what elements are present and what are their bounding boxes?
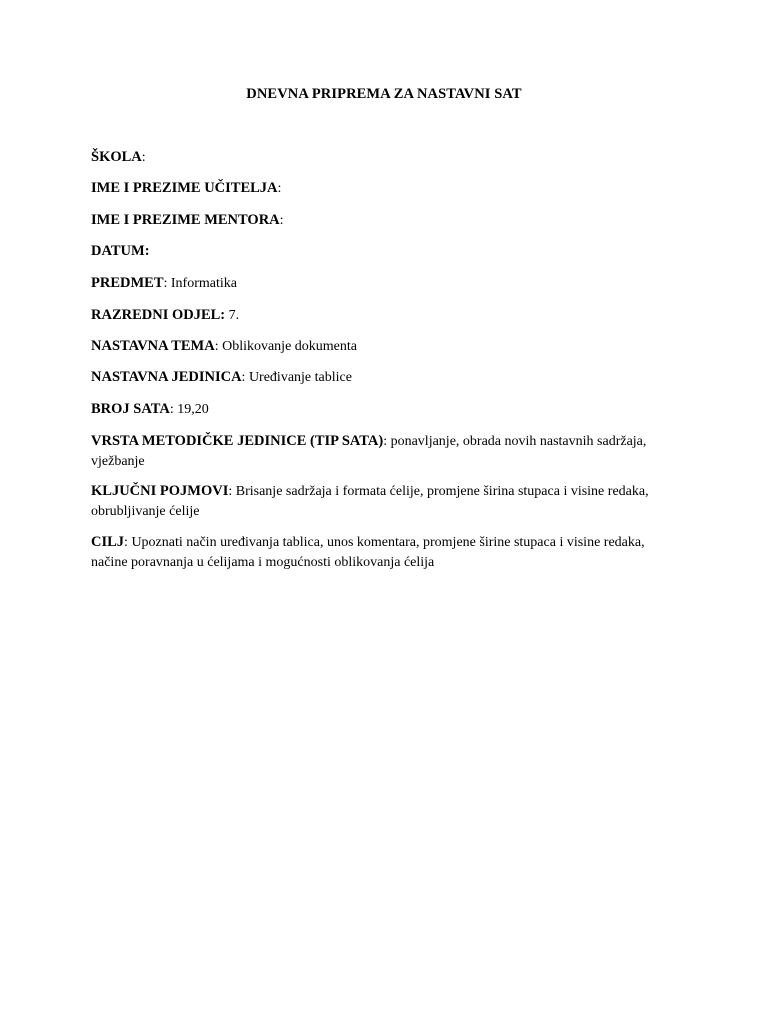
- field-label: IME I PREZIME UČITELJA: [91, 180, 278, 196]
- field-separator: :: [214, 339, 223, 354]
- field-nastavna-jedinica: [91, 367, 681, 388]
- field-label: CILJ: [91, 534, 125, 550]
- field-vrsta-metodicke-jedinice: [91, 431, 681, 472]
- field-cilj: [91, 532, 681, 573]
- field-label: NASTAVNA TEMA: [91, 338, 215, 354]
- field-label: BROJ SATA: [91, 401, 170, 417]
- field-separator: :: [277, 181, 282, 196]
- field-razredni-odjel: [91, 305, 681, 326]
- field-label: RAZREDNI ODJEL:: [91, 307, 226, 323]
- field-ime-mentora: [91, 210, 681, 231]
- field-label: ŠKOLA: [91, 149, 142, 165]
- field-value: Brisanje sadržaja i formata ćelije, promjene širina stupaca i visine redaka, obrubljivanje ćelije: [91, 484, 649, 519]
- field-value: Informatika: [170, 276, 237, 291]
- field-datum: [91, 241, 681, 262]
- field-predmet: [91, 273, 681, 294]
- field-separator: :: [279, 213, 284, 228]
- field-value: Upoznati način uređivanja tablica, unos komentara, promjene širine stupaca i visine redaka, načine poravnanja u ćelijama i mogućnosti oblikovanja ćelija: [91, 535, 645, 570]
- field-separator: :: [163, 276, 171, 291]
- field-label: NASTAVNA JEDINICA: [91, 369, 242, 385]
- field-value: 19,20: [177, 402, 209, 417]
- field-separator: :: [124, 535, 132, 550]
- field-kljucni-pojmovi: [91, 481, 681, 522]
- field-label: PREDMET: [91, 275, 164, 291]
- field-broj-sata: [91, 399, 681, 420]
- field-skola: [91, 147, 681, 168]
- field-value: Oblikovanje dokumenta: [222, 339, 357, 354]
- field-ime-ucitelja: [91, 178, 681, 199]
- field-separator: :: [169, 402, 178, 417]
- field-separator: :: [228, 484, 236, 499]
- document-title: DNEVNA PRIPREMA ZA NASTAVNI SAT: [246, 86, 522, 102]
- field-value: 7.: [228, 308, 240, 323]
- field-separator: :: [241, 370, 249, 385]
- field-value: ponavljanje, obrada novih nastavnih sadržaja, vježbanje: [91, 434, 647, 469]
- field-label: DATUM:: [91, 243, 150, 259]
- field-label: KLJUČNI POJMOVI: [91, 483, 229, 499]
- field-value: Uređivanje tablice: [248, 370, 352, 385]
- field-separator: :: [383, 434, 391, 449]
- field-separator: :: [141, 150, 146, 165]
- field-label: VRSTA METODIČKE JEDINICE (TIP SATA): [91, 433, 384, 449]
- field-nastavna-tema: [91, 336, 681, 357]
- field-label: IME I PREZIME MENTORA: [91, 212, 280, 228]
